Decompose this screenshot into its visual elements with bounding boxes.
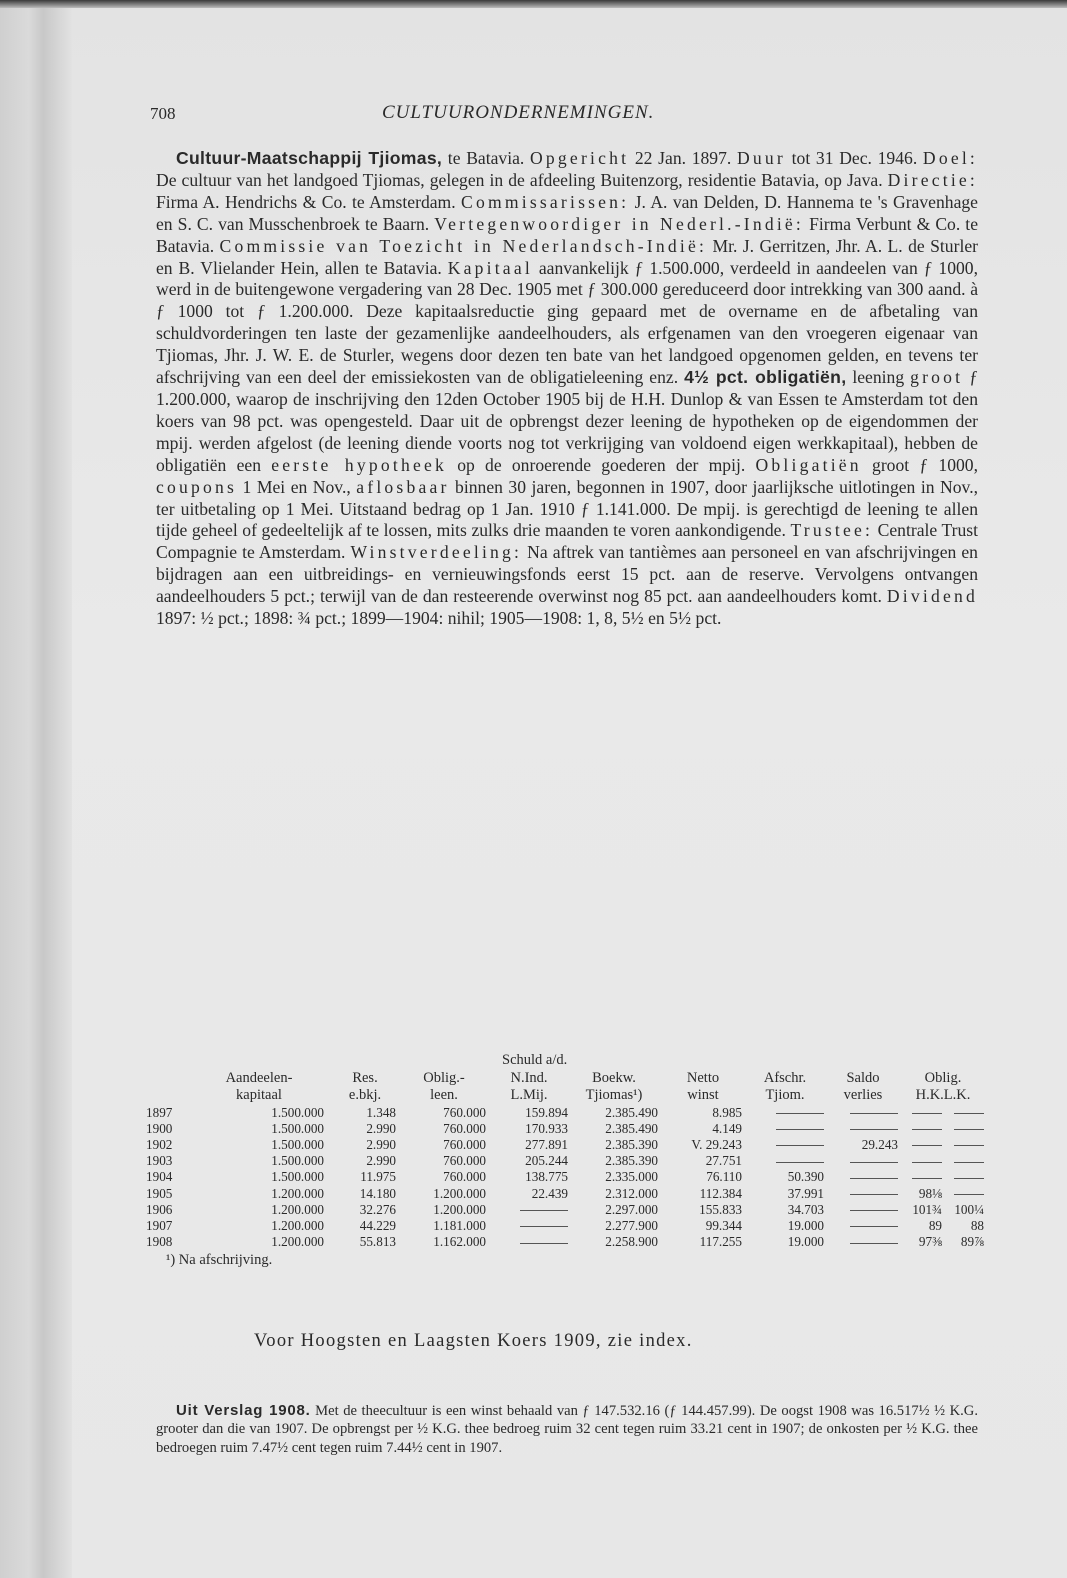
cell-afschr xyxy=(746,1137,828,1153)
table-body xyxy=(146,1105,984,1251)
cell-nind: 205.244 xyxy=(525,1153,568,1169)
financial-table-grid xyxy=(146,1052,984,1250)
cell-nind xyxy=(490,1202,570,1218)
text-run: leening xyxy=(846,367,911,388)
dash-placeholder xyxy=(520,1226,568,1227)
text-run: 1897: ½ pct.; 1898: ¾ pct.; 1899—1904: nihil; 1905—1908: 1, 8, 5½ en 5½ pct. xyxy=(156,608,722,629)
cell-kapitaal: 1.200.000 xyxy=(271,1234,324,1250)
cell-saldo xyxy=(828,1121,902,1137)
table-row xyxy=(146,1218,984,1234)
cell-year: 1905 xyxy=(146,1185,173,1201)
cell-res: 55.813 xyxy=(359,1234,396,1250)
cell-nind: 138.775 xyxy=(525,1169,568,1185)
cell-winst: 117.255 xyxy=(699,1234,742,1250)
cell-year: 1908 xyxy=(146,1234,173,1250)
text-run: Firma A. Hendrichs & Co. te Amsterdam. xyxy=(156,191,462,212)
cell-obligleen: 760.000 xyxy=(443,1120,486,1136)
cell-oblig2: 88 xyxy=(970,1217,984,1233)
dash-placeholder xyxy=(850,1129,898,1130)
cell-oblig1: 101¾ xyxy=(912,1201,942,1217)
cell-boekw: 2.312.000 xyxy=(605,1185,658,1201)
cell-winst: 76.110 xyxy=(706,1169,742,1185)
annual-report-excerpt xyxy=(156,1402,978,1457)
cell-afschr xyxy=(746,1121,828,1137)
col-header-verlies: verlies xyxy=(843,1087,883,1103)
cell-oblig1 xyxy=(902,1153,944,1169)
cell-boekw: 2.385.390 xyxy=(605,1153,658,1169)
table-row xyxy=(146,1234,984,1250)
col-header-oblig: Oblig. xyxy=(924,1069,962,1086)
cell-boekw: 2.385.390 xyxy=(605,1136,658,1152)
cell-boekw: 2.277.900 xyxy=(605,1217,658,1233)
cell-boekw: 2.297.000 xyxy=(605,1201,658,1217)
cell-winst: 8.985 xyxy=(712,1104,742,1120)
dash-placeholder xyxy=(954,1113,984,1114)
label-vertegenwoordiger: Vertegenwoordiger in Nederl.-Indië: xyxy=(434,213,805,234)
cell-winst: 27.751 xyxy=(705,1153,742,1169)
page-header xyxy=(150,100,990,128)
col-header-res: Res. xyxy=(352,1069,378,1086)
col-header-tjiomas: Tjiomas¹) xyxy=(585,1087,643,1103)
cell-kapitaal: 1.200.000 xyxy=(271,1217,324,1233)
col-header-aandeelen: Aandeelen- xyxy=(225,1069,293,1086)
cell-winst: 99.344 xyxy=(705,1217,742,1233)
col-header-oblig-leen: Oblig.- xyxy=(423,1069,465,1086)
label-doel: Doel: xyxy=(922,148,979,168)
report-text: Met de theecultuur is een winst behaald van ƒ 147.532.16 (ƒ 144.457.99). De oogst 1908 was 16.517½ ½ K.G. grooter dan die van 1907. De opbrengst per ½ K.G. thee bedroeg ruim 32 cent tegen ruim 33.21 cent in 1907; de onkosten per ½ K.G. thee bedroegen ruim 7.47½ cent tegen ruim 7.44½ cent in 1907. xyxy=(156,1403,978,1456)
cell-res: 1.348 xyxy=(366,1104,396,1120)
dash-placeholder xyxy=(776,1129,824,1130)
label-commissarissen: Commissarissen: xyxy=(461,191,630,212)
cell-saldo xyxy=(828,1186,902,1202)
cell-res: 2.990 xyxy=(366,1120,396,1136)
cell-nind: 159.894 xyxy=(525,1104,568,1120)
company-entry xyxy=(156,148,978,630)
dash-placeholder xyxy=(954,1145,984,1146)
entry-paragraph xyxy=(156,148,978,630)
cell-kapitaal: 1.200.000 xyxy=(271,1185,324,1201)
text-run: Centrale Trust Compagnie te Amsterdam. xyxy=(156,520,978,563)
text-run: J. A. van Delden, D. Hannema te 's Gravenhage en S. C. van Musschenbroek te Baarn. xyxy=(156,191,978,234)
col-header-kapitaal: kapitaal xyxy=(236,1087,282,1103)
cell-saldo xyxy=(828,1218,902,1234)
text-run: tot 31 Dec. 1946. xyxy=(785,148,923,168)
dash-placeholder xyxy=(954,1194,984,1195)
text-run: te Batavia. xyxy=(442,148,531,168)
cell-afschr xyxy=(746,1153,828,1169)
cell-obligleen: 1.181.000 xyxy=(433,1217,486,1233)
cell-oblig2 xyxy=(944,1121,984,1137)
cell-nind: 22.439 xyxy=(531,1185,568,1201)
col-header xyxy=(146,1087,194,1105)
cell-year: 1904 xyxy=(146,1169,173,1185)
cell-nind xyxy=(490,1234,570,1250)
cell-boekw: 2.335.000 xyxy=(605,1169,658,1185)
cell-saldo xyxy=(828,1153,902,1169)
dash-placeholder xyxy=(912,1129,942,1130)
cell-winst: 155.833 xyxy=(699,1201,742,1217)
cell-year: 1907 xyxy=(146,1217,173,1233)
dash-placeholder xyxy=(912,1145,942,1146)
cell-obligleen: 760.000 xyxy=(443,1153,486,1169)
cell-oblig2 xyxy=(944,1169,984,1185)
dash-placeholder xyxy=(850,1113,898,1114)
cell-saldo xyxy=(828,1202,902,1218)
col-header xyxy=(146,1070,194,1088)
page-number: 708 xyxy=(150,104,176,123)
col-header-lmij: L.Mij. xyxy=(510,1087,548,1103)
cell-boekw: 2.385.490 xyxy=(605,1120,658,1136)
cell-nind: 170.933 xyxy=(525,1120,568,1136)
cell-year: 1902 xyxy=(146,1136,173,1152)
dash-placeholder xyxy=(912,1113,942,1114)
cell-oblig1: 97⅜ xyxy=(918,1234,942,1250)
dash-placeholder xyxy=(776,1145,824,1146)
text-run: ƒ 1.200.000, waarop de inschrijving den 12den October 1905 bij de H.H. Dunlop & van Essen te Amsterdam tot den koers van 98 pct. was opengesteld. Daar uit de opbrengst dezer leening de hypotheken op de eigendommen der mpij. werden afgelost (de leening diende voorts nog tot verkrijging van voldoend eigen werkkapitaal), hebben de obligatiën een xyxy=(156,367,978,475)
cell-kapitaal: 1.500.000 xyxy=(271,1120,324,1136)
cell-oblig1 xyxy=(902,1121,944,1137)
col-header-hklk: H.K.L.K. xyxy=(915,1087,971,1103)
cell-res: 11.975 xyxy=(360,1169,396,1185)
table-row xyxy=(146,1153,984,1169)
col-header-saldo: Saldo xyxy=(846,1069,880,1086)
col-header-afschr: Afschr. xyxy=(763,1069,807,1086)
text-run: Mr. J. Gerritzen, Jhr. A. L. de Sturler en B. Vlielander Hein, allen te Batavia. xyxy=(156,235,978,278)
label-aflosbaar: aflosbaar xyxy=(356,476,450,497)
text-run: Firma Verbunt & Co. te Batavia. xyxy=(156,213,979,256)
dash-placeholder xyxy=(850,1226,898,1227)
table-row xyxy=(146,1121,984,1137)
label-groot: groot xyxy=(910,367,964,388)
table-row xyxy=(146,1137,984,1153)
cell-winst: 4.149 xyxy=(712,1120,742,1136)
cell-saldo: 29.243 xyxy=(861,1136,898,1152)
dash-placeholder xyxy=(776,1113,824,1114)
cell-saldo xyxy=(828,1234,902,1250)
table-row xyxy=(146,1105,984,1121)
cell-oblig1 xyxy=(902,1169,944,1185)
text-run: op de onroerende goederen der mpij. xyxy=(446,454,756,475)
dash-placeholder xyxy=(954,1178,984,1179)
cell-kapitaal: 1.200.000 xyxy=(271,1201,324,1217)
cell-obligleen: 760.000 xyxy=(443,1104,486,1120)
cell-oblig2 xyxy=(944,1137,984,1153)
col-header-leen: leen. xyxy=(430,1087,458,1103)
text-run: groot ƒ 1000, xyxy=(861,454,979,475)
cell-nind xyxy=(490,1218,570,1234)
cell-oblig2 xyxy=(944,1105,984,1121)
dash-placeholder xyxy=(850,1194,898,1195)
cell-res: 44.229 xyxy=(359,1217,396,1233)
col-header-tjiom: Tjiom. xyxy=(765,1087,805,1103)
financial-table xyxy=(146,1052,986,1269)
table-row xyxy=(146,1186,984,1202)
cell-oblig1 xyxy=(902,1137,944,1153)
scan-book-gutter xyxy=(0,8,72,1578)
text-run: aanvankelijk ƒ 1.500.000, verdeeld in aandeelen van ƒ 1000, werd in de buitengewone vergadering van 28 Dec. 1905 met ƒ 300.000 gereduceerd door intrekking van 300 aand. à ƒ 1000 tot ƒ 1.200.000. Deze kapitaalsreductie ging gepaard met de overname en de afbetaling van schuldvorderingen ten laste der gezamenlijke aandeelhouders, als erfgenamen van den vroegeren eigenaar van Tjiomas, Jhr. J. W. E. de Sturler, wegens door dezen ten bate van het landgoed opgenomen gelden, en tevens ter afschrijving van een deel der emissiekosten van de obligatieleening enz. xyxy=(156,257,978,388)
cell-winst: 112.384 xyxy=(699,1185,742,1201)
label-kapitaal: Kapitaal xyxy=(447,257,533,278)
table-row xyxy=(146,1169,984,1185)
cell-boekw: 2.385.490 xyxy=(605,1104,658,1120)
dash-placeholder xyxy=(912,1162,942,1163)
cell-res: 2.990 xyxy=(366,1153,396,1169)
text-run: De cultuur van het landgoed Tjiomas, gelegen in de afdeeling Buitenzorg, residentie Batavia, op Java. xyxy=(156,169,888,190)
cell-oblig1: 89 xyxy=(928,1217,942,1233)
dash-placeholder xyxy=(776,1162,824,1163)
col-header-nind: N.Ind. xyxy=(510,1069,548,1086)
dash-placeholder xyxy=(850,1210,898,1211)
running-title: CULTUURONDERNEMINGEN. xyxy=(382,102,655,123)
cell-afschr: 19.000 xyxy=(787,1217,824,1233)
col-header-netto: Netto xyxy=(686,1069,720,1086)
cell-res: 32.276 xyxy=(359,1201,396,1217)
cell-oblig2 xyxy=(944,1186,984,1202)
dash-placeholder xyxy=(850,1162,898,1163)
cell-kapitaal: 1.500.000 xyxy=(271,1136,324,1152)
cell-kapitaal: 1.500.000 xyxy=(271,1104,324,1120)
cell-kapitaal: 1.500.000 xyxy=(271,1153,324,1169)
cell-res: 2.990 xyxy=(366,1136,396,1152)
dash-placeholder xyxy=(520,1210,568,1211)
cell-oblig1: 98⅛ xyxy=(918,1185,942,1201)
col-header-winst: winst xyxy=(687,1087,719,1103)
text-run: Na aftrek van tantièmes aan personeel en van afschrijvingen en bijdragen aan een uitbreidings- en vernieuwingsfonds eerst 15 pct. aan de reserve. Vervolgens ontvangen aandeelhouders 5 pct.; terwijl van de dan resteerende overwinst nog 85 pct. aan aandeelhouders komt. xyxy=(156,542,978,607)
cell-year: 1897 xyxy=(146,1104,173,1120)
col-header-ebkj: e.bkj. xyxy=(348,1087,382,1103)
label-coupons: coupons xyxy=(156,476,238,497)
label-obligatien-heading: 4½ pct. obligatiën, xyxy=(684,367,847,388)
table-footnote: ¹) Na afschrijving. xyxy=(166,1252,273,1269)
cell-saldo xyxy=(828,1105,902,1121)
cell-afschr xyxy=(746,1105,828,1121)
cell-nind: 277.891 xyxy=(525,1136,568,1152)
cell-oblig2 xyxy=(944,1153,984,1169)
label-trustee: Trustee: xyxy=(790,520,874,541)
label-winstverdeeling: Winstverdeeling: xyxy=(350,542,523,563)
cell-afschr: 37.991 xyxy=(787,1185,824,1201)
label-commissie-van-toezicht: Commissie van Toezicht in Nederlandsch-Indië: xyxy=(219,235,708,256)
cell-obligleen: 760.000 xyxy=(443,1169,486,1185)
cell-obligleen: 1.162.000 xyxy=(433,1234,486,1250)
table-header-row-1 xyxy=(146,1070,984,1088)
cell-kapitaal: 1.500.000 xyxy=(271,1169,324,1185)
cell-obligleen: 1.200.000 xyxy=(433,1185,486,1201)
group-header-schuld: Schuld a/d. xyxy=(502,1052,568,1068)
cell-year: 1906 xyxy=(146,1201,173,1217)
table-row xyxy=(146,1202,984,1218)
cell-saldo xyxy=(828,1169,902,1185)
cell-afschr: 34.703 xyxy=(787,1201,824,1217)
cell-oblig2: 100¼ xyxy=(954,1201,984,1217)
cell-year: 1900 xyxy=(146,1120,173,1136)
label-directie: Directie: xyxy=(887,169,978,190)
label-opgericht: Opgericht xyxy=(530,148,630,168)
cell-boekw: 2.258.900 xyxy=(605,1234,658,1250)
text-run: 1 Mei en Nov., xyxy=(237,476,357,497)
text-run: binnen 30 jaren, begonnen in 1907, door jaarlijksche uitlotingen in Nov., ter uitbetaling op 1 Mei. Uitstaand bedrag op 1 Jan. 1910 ƒ 1.141.000. De mpij. is gerechtigd de leening te allen tijde geheel of gedeeltelijk af te lossen, mits zulks drie maanden te voren aankondigende. xyxy=(156,476,978,541)
label-obligatien: Obligatiën xyxy=(755,454,862,475)
cell-res: 14.180 xyxy=(359,1185,396,1201)
dash-placeholder xyxy=(850,1243,898,1244)
text-run: 22 Jan. 1897. xyxy=(629,148,737,168)
cell-obligleen: 760.000 xyxy=(443,1136,486,1152)
label-duur: Duur xyxy=(737,148,786,168)
company-name: Cultuur-Maatschappij Tjiomas, xyxy=(176,148,443,168)
dash-placeholder xyxy=(954,1129,984,1130)
dash-placeholder xyxy=(954,1162,984,1163)
cell-winst: V. 29.243 xyxy=(691,1136,742,1152)
cell-oblig1 xyxy=(902,1105,944,1121)
label-eerste-hypotheek: eerste hypotheek xyxy=(271,454,447,475)
cell-year: 1903 xyxy=(146,1153,173,1169)
cell-afschr: 19.000 xyxy=(787,1234,824,1250)
cross-reference: Voor Hoogsten en Laagsten Koers 1909, zie index. xyxy=(254,1331,693,1351)
report-title: Uit Verslag 1908. xyxy=(176,1402,311,1419)
col-header-boekw: Boekw. xyxy=(592,1069,636,1086)
table-group-header-row xyxy=(146,1052,984,1070)
dash-placeholder xyxy=(912,1178,942,1179)
cell-afschr: 50.390 xyxy=(787,1169,824,1185)
dash-placeholder xyxy=(520,1243,568,1244)
report-paragraph xyxy=(156,1402,978,1457)
cell-obligleen: 1.200.000 xyxy=(433,1201,486,1217)
table-header-row-2 xyxy=(146,1087,984,1105)
cell-oblig2: 89⅞ xyxy=(960,1234,984,1250)
label-dividend: Dividend xyxy=(886,586,978,607)
dash-placeholder xyxy=(850,1178,898,1179)
